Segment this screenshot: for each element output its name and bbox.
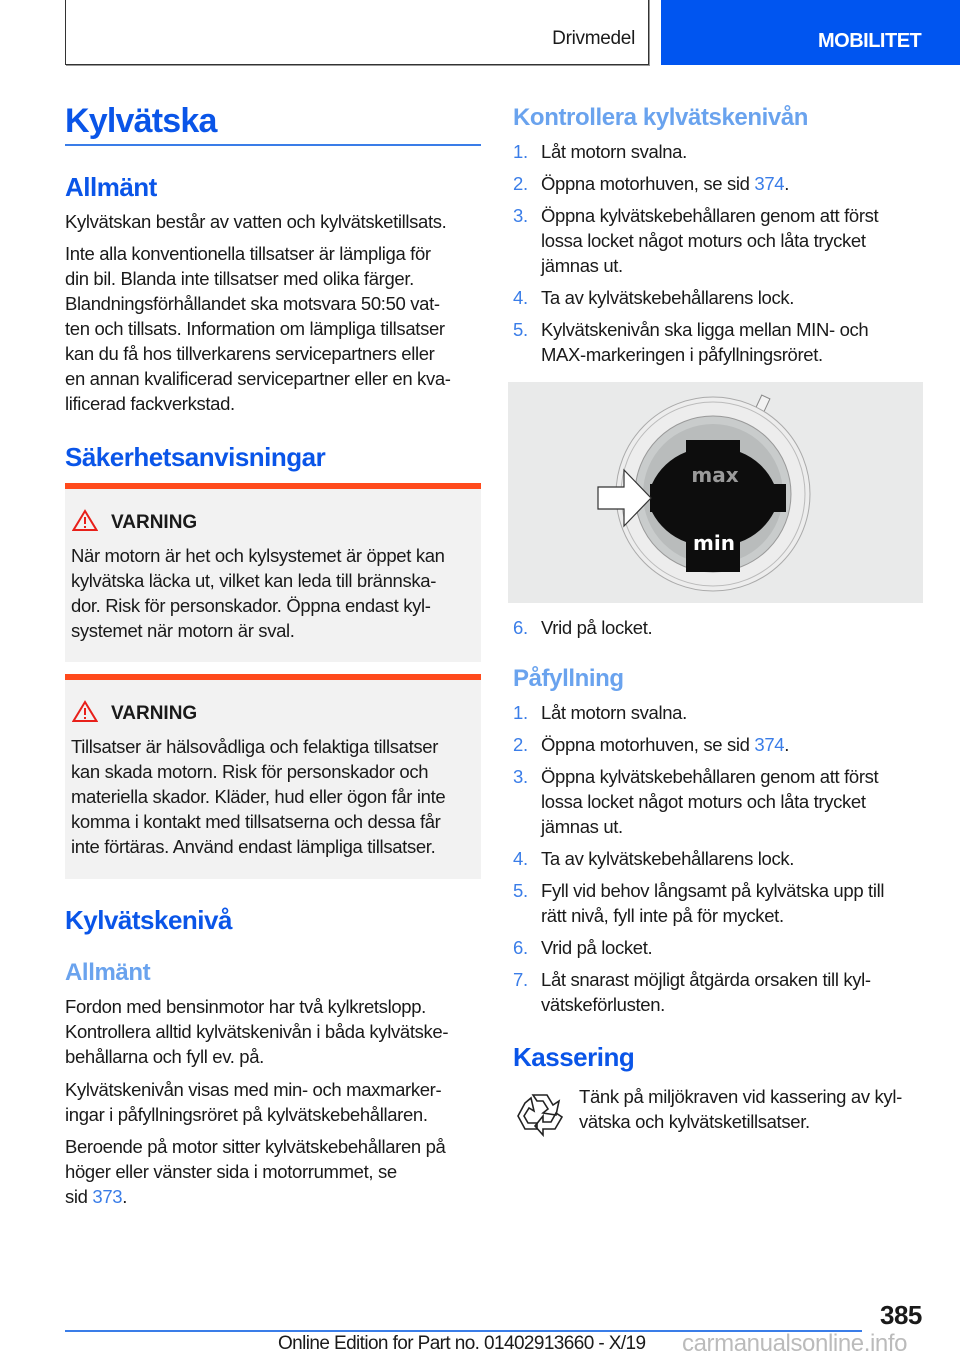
list-item (513, 700, 933, 725)
list-item (513, 285, 933, 310)
max-label: max (691, 463, 739, 487)
heading-filling: Påfyllning (513, 665, 624, 692)
level-paragraph-1: Fordon med bensinmotor har två kylkretslopp. Kontrollera alltid kylvätskenivån i båda kylvätske- behållarna och fyll ev. på. (65, 996, 449, 1067)
list-item (513, 846, 933, 871)
list-item (513, 317, 933, 367)
warning-text: Tillsatser är hälsovådliga och felaktiga tillsatser kan skada motorn. Risk för personskador och materiella skador. Kläder, hud eller ögon får inte komma i kontakt med tillsatserna och dessa får inte förtäras. Använd endast lämpliga tillsatser. (71, 736, 446, 857)
step-text: Vrid på locket. (541, 937, 653, 958)
list-item (513, 967, 933, 1017)
step-number: 3. (513, 766, 528, 787)
step-number: 7. (513, 969, 528, 990)
step-text: Vrid på locket. (541, 617, 653, 638)
disposal-text: Tänk på miljökraven vid kassering av kyl- vätska och kylvätsketillsatser. (579, 1086, 902, 1132)
coolant-cap-figure (508, 382, 923, 603)
heading-check-level: Kontrollera kylvätskenivån (513, 104, 809, 131)
chapter-title: MOBILITET (818, 30, 922, 52)
list-item (513, 878, 933, 928)
title-rule (65, 144, 481, 146)
step-text: Låt motorn svalna. (541, 141, 687, 162)
heading-general: Allmänt (65, 172, 157, 202)
warning-title: VARNING (111, 703, 198, 724)
subheading-general: Allmänt (65, 959, 151, 986)
list-item (513, 203, 933, 278)
general-paragraph-2: Inte alla konventionella tillsatser är lämpliga för din bil. Blanda inte tillsatser med olika färger. Blandningsförhållandet ska motsvara 50:50 vat- ten och tillsats. Information om lämpliga tillsatser kan du få hos tillverkarens servicepartners eller en annan kvalificerad servicepartner eller en kva- lificerad fackverkstad. (65, 243, 451, 414)
page-link[interactable]: 374 (754, 734, 785, 755)
step-number: 1. (513, 141, 528, 162)
heading-safety: Säkerhetsanvisningar (65, 442, 326, 472)
step-text: Låt snarast möjligt åtgärda orsaken till kyl- vätskeförlusten. (541, 969, 871, 1015)
min-label: min (693, 531, 735, 555)
list-item (513, 615, 933, 640)
step-text: Kylvätskenivån ska ligga mellan MIN- och MAX-markeringen i påfyllningsröret. (541, 319, 869, 365)
level-paragraph-2: Kylvätskenivån visas med min- och maxmarker- ingar i påfyllningsröret på kylvätskebehållaren. (65, 1079, 442, 1125)
step-text: Öppna motorhuven, se sid (541, 734, 755, 755)
step-number: 5. (513, 319, 528, 340)
step-number: 4. (513, 848, 528, 869)
step-number: 6. (513, 937, 528, 958)
step-number: 4. (513, 287, 528, 308)
warning-triangle-icon (72, 700, 98, 722)
warning-text: När motorn är het och kylsystemet är öppet kan kylvätska läcka ut, vilket kan leda till brännska- dor. Risk för personskador. Öppna endast kyl- systemet när motorn är sval. (71, 545, 445, 641)
coolant-cap-illustration (508, 382, 923, 603)
warning-box-1 (65, 483, 481, 662)
step-number: 2. (513, 173, 528, 194)
step-number: 6. (513, 617, 528, 638)
recycle-icon (513, 1089, 567, 1141)
step-text: Öppna motorhuven, se sid (541, 173, 755, 194)
step-text: Låt motorn svalna. (541, 702, 687, 723)
section-title: Drivmedel (552, 28, 635, 49)
list-item: 2. Öppna motorhuven, se sid 374. (513, 173, 790, 194)
chapter-tab[interactable] (661, 0, 960, 65)
step-text: Ta av kylvätskebehållarens lock. (541, 848, 795, 869)
page-link[interactable]: 374 (754, 173, 785, 194)
list-item (513, 935, 933, 960)
list-item (513, 764, 933, 839)
step-number: 1. (513, 702, 528, 723)
warning-triangle-icon (72, 509, 98, 531)
step-text: Öppna kylvätskebehållaren genom att först lossa locket något moturs och låta trycket jämnas ut. (541, 205, 879, 276)
heading-coolant-level: Kylvätskenivå (65, 905, 232, 935)
general-paragraph-1: Kylvätskan består av vatten och kylvätsketillsats. (65, 211, 447, 232)
step-number: 2. (513, 734, 528, 755)
footer-edition: Online Edition for Part no. 01402913660 - X/19 (278, 1333, 646, 1354)
footer-watermark: carmanualsonline.info (682, 1330, 908, 1357)
page-title: Kylvätska (65, 102, 217, 140)
step-text: Öppna kylvätskebehållaren genom att först lossa locket något moturs och låta trycket jämnas ut. (541, 766, 879, 837)
step-number: 3. (513, 205, 528, 226)
page-link-373[interactable]: 373 (92, 1186, 123, 1207)
level-paragraph-3: Beroende på motor sitter kylvätskebehållaren på höger eller vänster sida i motorrummet, se sid 373. (65, 1136, 446, 1207)
list-item (513, 139, 933, 164)
step-text: Fyll vid behov långsamt på kylvätska upp till rätt nivå, fyll inte på för mycket. (541, 880, 885, 926)
section-header-box (65, 0, 649, 65)
list-item: 2. Öppna motorhuven, se sid 374. (513, 734, 790, 755)
step-number: 5. (513, 880, 528, 901)
warning-box-2 (65, 674, 481, 879)
step-text: Ta av kylvätskebehållarens lock. (541, 287, 795, 308)
heading-disposal: Kassering (513, 1042, 635, 1072)
warning-title: VARNING (111, 512, 198, 533)
page-number: 385 (880, 1300, 922, 1330)
